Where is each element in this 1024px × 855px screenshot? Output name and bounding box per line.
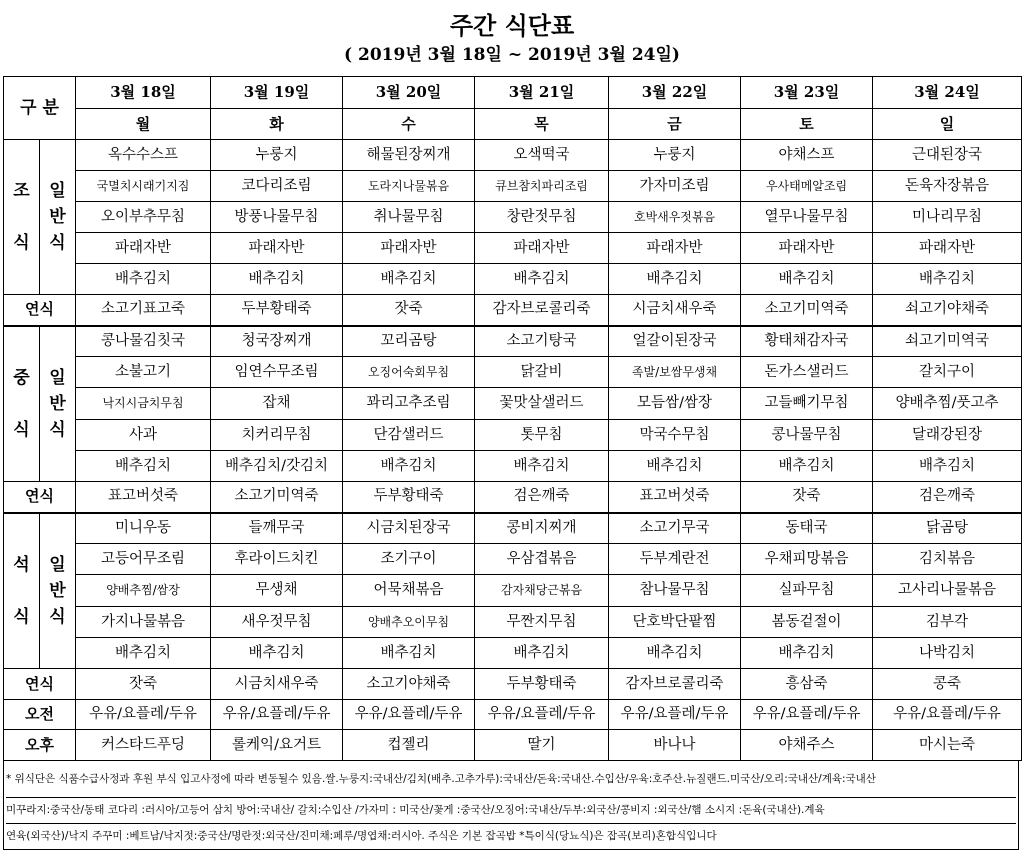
menu-item: 파래자반 <box>609 233 741 264</box>
menu-item: 소불고기 <box>76 357 211 388</box>
date-header: 3월 22일 <box>609 77 741 109</box>
dinner-row <box>4 607 1022 638</box>
menu-item: 무짠지무침 <box>475 607 609 638</box>
lunch-row <box>4 326 1022 357</box>
menu-item: 참나물무침 <box>609 575 741 607</box>
snack-item: 딸기 <box>475 730 609 761</box>
menu-item: 시금치된장국 <box>343 513 475 544</box>
header-date-row <box>4 77 1022 109</box>
date-header: 3월 24일 <box>873 77 1022 109</box>
menu-item: 치커리무침 <box>211 420 343 451</box>
porridge-item: 잣죽 <box>343 295 475 326</box>
lunch-label: 중 식 <box>4 326 40 482</box>
menu-item: 어묵채볶음 <box>343 575 475 607</box>
snack-item: 우유/요플레/두유 <box>76 700 211 730</box>
menu-item: 돈육자장볶음 <box>873 171 1022 202</box>
breakfast-row <box>4 171 1022 202</box>
date-header: 3월 18일 <box>76 77 211 109</box>
menu-item: 도라지나물볶음 <box>343 171 475 202</box>
day-header: 화 <box>211 109 343 140</box>
porridge-item: 시금치새우죽 <box>211 669 343 700</box>
porridge-item: 쇠고기야채죽 <box>873 295 1022 326</box>
menu-item: 꼬리곰탕 <box>343 326 475 357</box>
menu-item: 임연수무조림 <box>211 357 343 388</box>
snack-item: 우유/요플레/두유 <box>609 700 741 730</box>
breakfast-porridge-row <box>4 295 1022 326</box>
menu-item: 청국장찌개 <box>211 326 343 357</box>
lunch-porridge-row <box>4 482 1022 513</box>
menu-item: 막국수무침 <box>609 420 741 451</box>
am_snack-row <box>4 700 1022 730</box>
menu-item: 쇠고기미역국 <box>873 326 1022 357</box>
menu-item: 오색떡국 <box>475 140 609 171</box>
menu-item: 꽃맛살샐러드 <box>475 388 609 420</box>
menu-item: 후라이드치킨 <box>211 544 343 575</box>
menu-item: 두부계란전 <box>609 544 741 575</box>
menu-item: 배추김치 <box>609 638 741 669</box>
snack-item: 우유/요플레/두유 <box>741 700 873 730</box>
snack-item: 우유/요플레/두유 <box>475 700 609 730</box>
menu-item: 방풍나물무침 <box>211 202 343 233</box>
menu-item: 파래자반 <box>76 233 211 264</box>
porridge-item: 흥삼죽 <box>741 669 873 700</box>
menu-item: 실파무침 <box>741 575 873 607</box>
porridge-item: 검은깨죽 <box>475 482 609 513</box>
menu-item: 닭곰탕 <box>873 513 1022 544</box>
date-range: ( 2019년 3월 18일 ~ 2019년 3월 24일) <box>344 45 680 65</box>
menu-item: 파래자반 <box>475 233 609 264</box>
day-header: 금 <box>609 109 741 140</box>
breakfast-general-label: 일 반 식 <box>40 140 76 295</box>
porridge-item: 시금치새우죽 <box>609 295 741 326</box>
lunch-row <box>4 388 1022 420</box>
porridge-item: 소고기미역죽 <box>741 295 873 326</box>
menu-item: 국멸치시래기지짐 <box>76 171 211 202</box>
menu-item: 양배추찜/풋고추 <box>873 388 1022 420</box>
menu-item: 단감샐러드 <box>343 420 475 451</box>
menu-item: 누룽지 <box>211 140 343 171</box>
porridge-item: 두부황태죽 <box>475 669 609 700</box>
menu-item: 배추김치 <box>76 638 211 669</box>
menu-item: 배추김치 <box>741 451 873 482</box>
lunch-row <box>4 451 1022 482</box>
menu-item: 고등어무조림 <box>76 544 211 575</box>
lunch-row <box>4 357 1022 388</box>
dinner-label: 석 식 <box>4 513 40 669</box>
lunch-general-label: 일 반 식 <box>40 326 76 482</box>
menu-item: 단호박단팥찜 <box>609 607 741 638</box>
menu-item: 우채피망볶음 <box>741 544 873 575</box>
menu-item: 봄동겉절이 <box>741 607 873 638</box>
menu-item: 양배추찜/쌈장 <box>76 575 211 607</box>
menu-item: 동태국 <box>741 513 873 544</box>
menu-item: 배추김치 <box>741 264 873 295</box>
snack-item: 롤케익/요거트 <box>211 730 343 761</box>
menu-item: 배추김치 <box>76 451 211 482</box>
day-header: 일 <box>873 109 1022 140</box>
header-day-row <box>4 109 1022 140</box>
notes <box>3 761 1019 850</box>
menu-item: 콩나물김칫국 <box>76 326 211 357</box>
menu-item: 잡채 <box>211 388 343 420</box>
dinner-row <box>4 544 1022 575</box>
snack-item: 바나나 <box>609 730 741 761</box>
menu-item: 달래강된장 <box>873 420 1022 451</box>
menu-item: 배추김치 <box>475 451 609 482</box>
breakfast-row <box>4 233 1022 264</box>
menu-item: 소고기무국 <box>609 513 741 544</box>
category-header: 구 분 <box>4 77 76 140</box>
breakfast-row <box>4 264 1022 295</box>
menu-item: 얼갈이된장국 <box>609 326 741 357</box>
day-header: 토 <box>741 109 873 140</box>
pm_snack-label: 오후 <box>4 730 76 761</box>
menu-item: 배추김치 <box>873 451 1022 482</box>
porridge-item: 잣죽 <box>76 669 211 700</box>
menu-item: 파래자반 <box>873 233 1022 264</box>
menu-item: 창란젓무침 <box>475 202 609 233</box>
dinner-porridge-label: 연식 <box>4 669 76 700</box>
dinner-general-label: 일 반 식 <box>40 513 76 669</box>
menu-item: 취나물무침 <box>343 202 475 233</box>
menu-item: 들깨무국 <box>211 513 343 544</box>
menu-item: 배추김치 <box>741 638 873 669</box>
menu-item: 무생채 <box>211 575 343 607</box>
lunch-porridge-label: 연식 <box>4 482 76 513</box>
menu-item: 배추김치 <box>609 264 741 295</box>
dinner-porridge-row <box>4 669 1022 700</box>
menu-item: 사과 <box>76 420 211 451</box>
menu-item: 배추김치 <box>873 264 1022 295</box>
menu-item: 콩나물무침 <box>741 420 873 451</box>
menu-item: 감자채당근볶음 <box>475 575 609 607</box>
menu-item: 닭갈비 <box>475 357 609 388</box>
snack-item: 우유/요플레/두유 <box>873 700 1022 730</box>
day-header: 목 <box>475 109 609 140</box>
snack-item: 우유/요플레/두유 <box>211 700 343 730</box>
menu-item: 배추김치 <box>211 264 343 295</box>
menu-item: 콩비지찌개 <box>475 513 609 544</box>
menu-item: 김부각 <box>873 607 1022 638</box>
menu-item: 돈가스샐러드 <box>741 357 873 388</box>
pm_snack-row <box>4 730 1022 761</box>
porridge-item: 감자브로콜리죽 <box>609 669 741 700</box>
dinner-row <box>4 638 1022 669</box>
menu-item: 해물된장찌개 <box>343 140 475 171</box>
menu-item: 배추김치/갓김치 <box>211 451 343 482</box>
breakfast-porridge-label: 연식 <box>4 295 76 326</box>
menu-item: 갈치구이 <box>873 357 1022 388</box>
menu-item: 양배추오이무침 <box>343 607 475 638</box>
porridge-item: 표고버섯죽 <box>609 482 741 513</box>
porridge-item: 소고기야채죽 <box>343 669 475 700</box>
menu-item: 배추김치 <box>343 451 475 482</box>
menu-item: 배추김치 <box>475 638 609 669</box>
snack-item: 커스타드푸딩 <box>76 730 211 761</box>
menu-item: 조기구이 <box>343 544 475 575</box>
date-header: 3월 20일 <box>343 77 475 109</box>
porridge-item: 콩죽 <box>873 669 1022 700</box>
snack-item: 마시는죽 <box>873 730 1022 761</box>
menu-item: 나박김치 <box>873 638 1022 669</box>
porridge-item: 표고버섯죽 <box>76 482 211 513</box>
date-header: 3월 21일 <box>475 77 609 109</box>
menu-item: 우사태메알조림 <box>741 171 873 202</box>
menu-item: 배추김치 <box>343 264 475 295</box>
menu-item: 소고기탕국 <box>475 326 609 357</box>
menu-item: 가지나물볶음 <box>76 607 211 638</box>
menu-item: 고들빼기무침 <box>741 388 873 420</box>
menu-item: 낙지시금치무침 <box>76 388 211 420</box>
note-line: 미꾸라지:중국산/동태 코다리 :러시아/고등어 삼치 방어:국내산/ 갈치:수입산 /가자미 : 미국산/꽃게 :중국산/오징어:국내산/두부:외국산/콩비지 :외국산/햄 소시지 :돈육(국내산).계육 <box>6 797 1016 823</box>
menu-item: 열무나물무침 <box>741 202 873 233</box>
dinner-row <box>4 575 1022 607</box>
menu-item: 꽈리고추조림 <box>343 388 475 420</box>
breakfast-label: 조 식 <box>4 140 40 295</box>
menu-item: 호박새우젓볶음 <box>609 202 741 233</box>
menu-item: 미나리무침 <box>873 202 1022 233</box>
menu-item: 오징어숙회무침 <box>343 357 475 388</box>
snack-item: 야채주스 <box>741 730 873 761</box>
menu-item: 파래자반 <box>211 233 343 264</box>
dinner-row <box>4 513 1022 544</box>
page-title: 주간 식단표 <box>449 11 575 40</box>
menu-item: 고사리나물볶음 <box>873 575 1022 607</box>
snack-item: 우유/요플레/두유 <box>343 700 475 730</box>
menu-item: 코다리조림 <box>211 171 343 202</box>
menu-item: 배추김치 <box>475 264 609 295</box>
menu-item: 누룽지 <box>609 140 741 171</box>
menu-item: 오이부추무침 <box>76 202 211 233</box>
porridge-item: 검은깨죽 <box>873 482 1022 513</box>
menu-item: 큐브참치파리조림 <box>475 171 609 202</box>
menu-item: 우삼겹볶음 <box>475 544 609 575</box>
day-header: 수 <box>343 109 475 140</box>
breakfast-row <box>4 202 1022 233</box>
porridge-item: 소고기표고죽 <box>76 295 211 326</box>
menu-item: 족발/보쌈무생채 <box>609 357 741 388</box>
menu-item: 새우젓무침 <box>211 607 343 638</box>
menu-item: 근대된장국 <box>873 140 1022 171</box>
weekly-menu-table <box>3 76 1022 761</box>
menu-item: 배추김치 <box>211 638 343 669</box>
porridge-item: 두부황태죽 <box>211 295 343 326</box>
note-line: 연육(외국산)/낙지 주꾸미 :베트남/낙지젓:중국산/명란젓:외국산/진미채:페루/명엽채:러시아. 주식은 기본 잡곡밥 *특이식(당뇨식)은 잡곡(보리)혼합식입니다 <box>6 823 1016 849</box>
note-line: * 위식단은 식품수급사정과 후원 부식 입고사정에 따라 변동될수 있음.쌀.누룽지:국내산/김치(배추.고추가루):국내산/돈육:국내산.수입산/우육:호주산.뉴질랜드.미국산/오리:국내산/계육:국내산 <box>6 772 876 785</box>
breakfast-row <box>4 140 1022 171</box>
menu-item: 모듬쌈/쌈장 <box>609 388 741 420</box>
day-header: 월 <box>76 109 211 140</box>
am_snack-label: 오전 <box>4 700 76 730</box>
porridge-item: 소고기미역죽 <box>211 482 343 513</box>
porridge-item: 잣죽 <box>741 482 873 513</box>
menu-item: 배추김치 <box>609 451 741 482</box>
menu-item: 파래자반 <box>343 233 475 264</box>
menu-item: 야채스프 <box>741 140 873 171</box>
menu-item: 가자미조림 <box>609 171 741 202</box>
menu-item: 미니우동 <box>76 513 211 544</box>
menu-item: 톳무침 <box>475 420 609 451</box>
snack-item: 컵젤리 <box>343 730 475 761</box>
menu-item: 황태채감자국 <box>741 326 873 357</box>
menu-item: 김치볶음 <box>873 544 1022 575</box>
menu-item: 배추김치 <box>76 264 211 295</box>
menu-item: 배추김치 <box>343 638 475 669</box>
menu-item: 파래자반 <box>741 233 873 264</box>
date-header: 3월 23일 <box>741 77 873 109</box>
porridge-item: 두부황태죽 <box>343 482 475 513</box>
date-header: 3월 19일 <box>211 77 343 109</box>
lunch-row <box>4 420 1022 451</box>
porridge-item: 감자브로콜리죽 <box>475 295 609 326</box>
menu-item: 옥수수스프 <box>76 140 211 171</box>
